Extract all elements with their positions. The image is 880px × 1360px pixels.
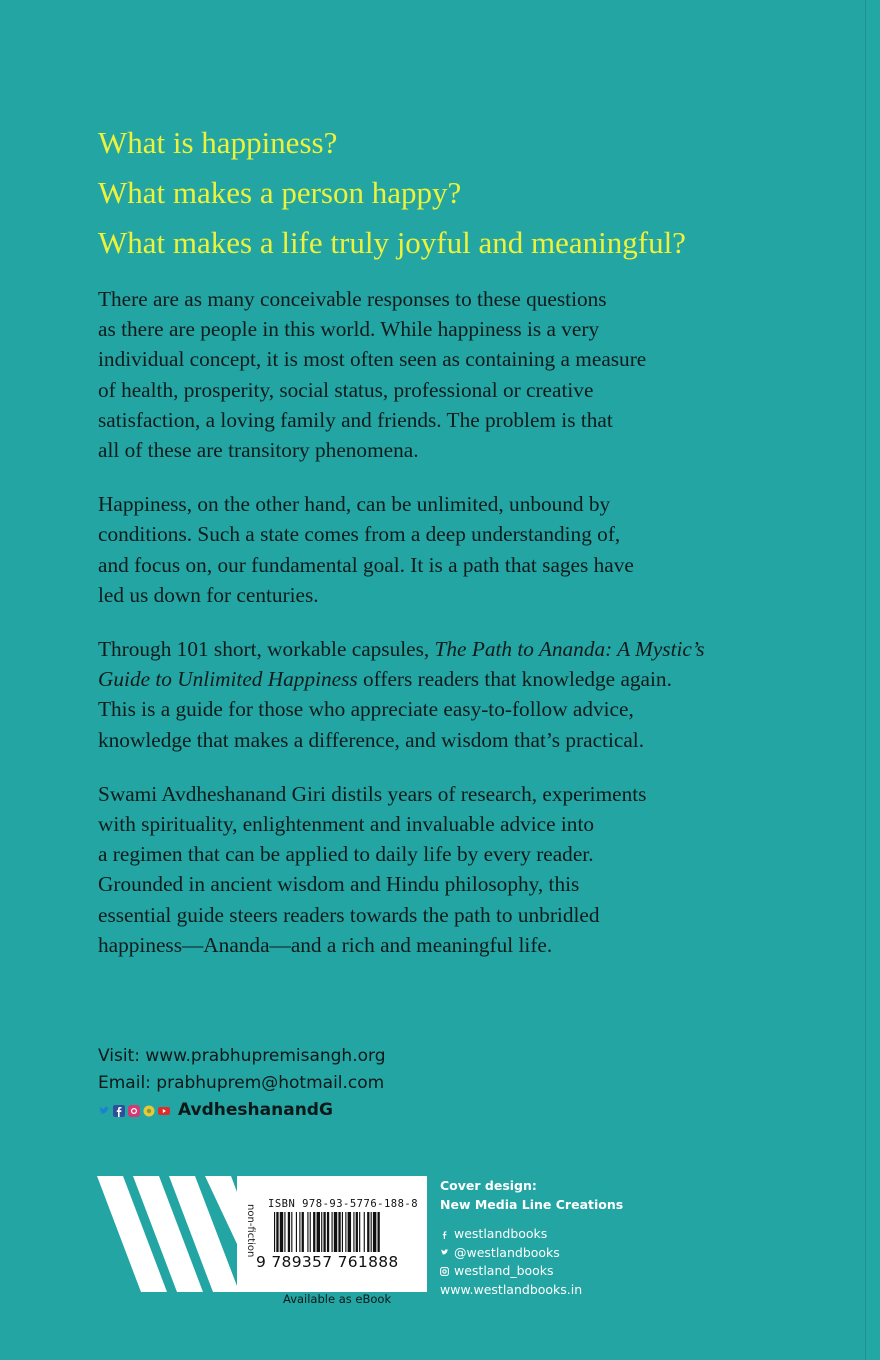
publisher-links [440,1225,623,1299]
text-line: of health, prosperity, social status, professional or creative [98,377,594,402]
text-line: with spirituality, enlightenment and invaluable advice into [98,812,595,837]
book-title: The Path to Ananda: A Mystic’s [434,637,705,662]
text-line: and focus on, our fundamental goal. It is a path that sages have [98,552,634,577]
author-contact [98,1043,386,1124]
publisher-credits [440,1176,623,1299]
question-line: What makes a person happy? [98,175,462,210]
instagram-icon [440,1267,449,1276]
westland-logo [97,1176,237,1292]
text-line: happiness—Ananda—and a rich and meaningful life. [98,932,553,957]
publisher-instagram[interactable] [440,1262,623,1281]
ebook-note: Available as eBook [283,1292,392,1306]
isbn-label: ISBN 978-93-5776-188-8 [268,1198,419,1210]
spine-edge [865,0,880,1360]
text-line: essential guide steers readers towards the path to unbridled [98,902,600,927]
text-line: Grounded in ancient wisdom and Hindu philosophy, this [98,872,580,897]
text-line: all of these are transitory phenomena. [98,438,419,463]
text-line: Happiness, on the other hand, can be unlimited, unbound by [98,492,611,517]
publisher-website[interactable] [440,1281,623,1300]
blurb-paragraph-4 [98,779,788,960]
publisher-website-label: www.westlandbooks.in [440,1281,583,1297]
social-handle-row [98,1097,386,1124]
publisher-instagram-label: westland_books [454,1263,554,1278]
text-fragment: Through 101 short, workable capsules, [98,637,435,662]
question-line: What is happiness? [98,125,338,160]
youtube-icon [158,1105,170,1117]
question-line: What makes a life truly joyful and meaningful? [98,225,686,260]
publisher-facebook-label: westlandbooks [454,1226,548,1241]
publisher-twitter[interactable] [440,1244,623,1263]
blurb-paragraph-3 [98,634,788,755]
social-handle[interactable]: AvdheshanandG [178,1100,333,1120]
text-line: individual concept, it is most often seen as containing a measure [98,347,647,372]
publisher-twitter-label: @westlandbooks [454,1244,560,1260]
text-line: as there are people in this world. While happiness is a very [98,317,600,342]
text-line [98,664,788,694]
twitter-icon [98,1105,110,1117]
text-line: conditions. Such a state comes from a deep understanding of, [98,522,621,547]
blurb [98,284,788,984]
facebook-icon [113,1105,125,1117]
text-line: a regimen that can be applied to daily life by every reader. [98,842,594,867]
text-line: This is a guide for those who appreciate easy-to-follow advice, [98,697,634,722]
koo-icon [143,1105,155,1117]
blurb-paragraph-2 [98,489,788,610]
publisher-facebook[interactable] [440,1225,623,1244]
text-line: There are as many conceivable responses to these questions [98,287,607,311]
text-fragment: offers readers that knowledge again. [357,667,672,692]
email-link[interactable]: Email: prabhuprem@hotmail.com [98,1073,385,1093]
website-link[interactable]: Visit: www.prabhupremisangh.org [98,1046,386,1066]
cover-designer: New Media Line Creations [440,1197,624,1212]
twitter-icon [440,1248,449,1257]
category-label: non-fiction [245,1204,256,1258]
blurb-paragraph-1 [98,284,788,465]
facebook-icon [440,1230,449,1239]
question-block [98,118,686,268]
text-line: led us down for centuries. [98,582,319,607]
text-line: knowledge that makes a difference, and wisdom that’s practical. [98,727,645,752]
cover-design-label: Cover design: [440,1178,537,1193]
text-line: Swami Avdheshanand Giri distils years of research, experiments [98,781,647,806]
text-line [98,634,788,664]
text-line: satisfaction, a loving family and friends. The problem is that [98,407,613,432]
barcode-digits: 9 789357 761888 [256,1253,399,1271]
book-title: Guide to Unlimited Happiness [98,667,358,692]
instagram-icon [128,1105,140,1117]
